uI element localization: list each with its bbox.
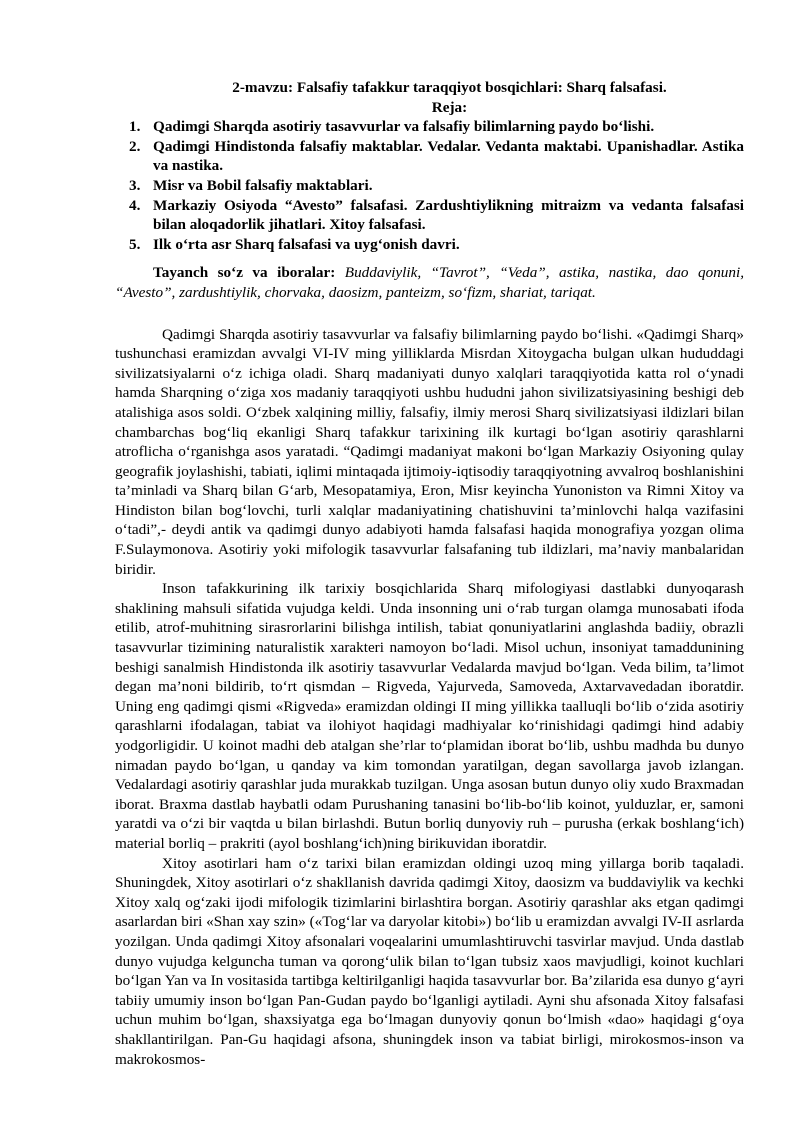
plan-item [129,137,744,176]
plan-item [129,176,744,196]
body-paragraph: Inson tafakkurining ilk tarixiy bosqichlarida Sharq mifologiyasi dastlabki dunyoqarash shaklining mahsuli sifatida vujudga keldi. Unda insonning uni o‘rab turgan olamga munosabati ifoda etilib, atrof-muhitning sirasrorlarini bilishga intilish, tabiat qonuniyatlarini anglashda badiiy, obrazli tasavvurlar tizimining naturalistik xarakteri namoyon bo‘ladi. Misol uchun, insoniyat tamaddunining beshigi sanalmish Hindistonda ilk asotiriy tasavvurlar Vedalarda mavjud bo‘lgan. Veda bilim, ta’limot degan ma’noni bildirib, to‘rt qismdan – Rigveda, Yajurveda, Samoveda, Axtarvavedadan iboratdir. Uning eng qadimgi qismi «Rigveda» eramizdan oldingi II ming yillikka taalluqli bo‘lib o‘zida asotiriy qarashlarni ifodalagan, tabiat va ilohiyot haqidagi madhiyalar ko‘rinishidagi qadimgi hind adabiy yodgorligidir. U koinot madhi deb atalgan she’rlar to‘plamidan iborat bo‘lib, ushbu madhda bu dunyo nimadan paydo bo‘lgan, u qanday va kim tomondan yaratilgan, degan savollarga javob izlangan. Vedalardagi asotiriy qarashlar juda murakkab tuzilgan. Unga asosan butun dunyo oliy xudo Braxmadan iborat. Braxma dastlab haybatli odam Purushaning tanasini bo‘lib-bo‘lib koinot, yulduzlar, er, samoni yaratdi va o‘zi bir vaqtda u bilan birlashdi. Butun borliq dunyoviy ruh – purusha (erkak boshlang‘ich) material borliq – prakriti (ayol boshlang‘ich)ning birikuvidan iboratdir. [115,580,744,852]
keywords-list: Buddaviylik, “Tavrot”, “Veda”, astika, nastika, dao qonuni, “Avesto”, zardushtiylik, chorvaka, daosizm, panteizm, so‘fizm, shariat, tariqat. [115,264,744,301]
keywords-paragraph [115,263,744,302]
plan-item [129,117,744,137]
plan-item-number: 2. [129,137,141,155]
body-paragraph: Qadimgi Sharqda asotiriy tasavvurlar va falsafiy bilimlarning paydo bo‘lishi. «Qadimgi Sharq» tushunchasi eramizdan avvalgi VI-IV ming yilliklarda Misrdan Xitoygacha bulgan ulkan hududdagi sivilizatsiyalarni o‘z ichiga oladi. Sharq madaniyati dunyo xalqlari taraqqiyotida katta rol o‘ynadi hamda Sharqning o‘ziga xos madaniy taraqqiyoti ushbu hududni jahon sivilizatsiyasining beshigi deb atalishiga asos soldi. O‘zbek xalqining milliy, falsafiy, ilmiy merosi Sharq sivilizatsiyasi ildizlari bilan chambarchas bog‘liq ekanligi Sharq tafakkur tarixining ilk kurtagi bo‘lgan asotiriy qarashlarni atroflicha o‘rganishga asos yaratadi. “Qadimgi madaniyat makoni bo‘lgan Markaziy Osiyoning qulay geografik joylashishi, tabiati, iqlimi mintaqada ijtimoiy-iqtisodiy taraqqiyotning avvalroq boshlanishini ta’minladi va Sharq bilan G‘arb, Mesopatamiya, Eron, Misr keyincha Yunoniston va Rimni Xitoy va Hindiston bilan bog‘lovchi, turli xalqlar madaniyatining chatishuvini ta’minlovchi halqa vazifasini o‘tadi”,- deydi antik va qadimgi dunyo adabiyoti hamda falsafasi haqida monografiya yozgan olima F.Sulaymonova. Asotiriy yoki mifologik tasavvurlar falsafaning tub ildizlari, ma’naviy manbalaridan biridir. [115,325,744,578]
plan-item [129,235,744,255]
plan-item-text: Qadimgi Hindistonda falsafiy maktablar. Vedalar. Vedanta maktabi. Upanishadlar. Astika va nastika. [153,137,744,175]
document-title: 2-mavzu: Falsafiy tafakkur taraqqiyot bosqichlari: Sharq falsafasi. [232,79,667,96]
plan-item-number: 1. [129,118,141,136]
plan-item-number: 5. [129,235,141,253]
plan-item-text: Ilk o‘rta asr Sharq falsafasi va uyg‘onish davri. [153,235,460,253]
plan-list [115,117,744,254]
keywords-label: Tayanch so‘z va iboralar: [153,264,336,282]
plan-item-text: Misr va Bobil falsafiy maktablari. [153,176,373,194]
plan-item-text: Markaziy Osiyoda “Avesto” falsafasi. Zardushtiylikning mitraizm va vedanta falsafasi bilan aloqadorlik jihatlari. Xitoy falsafasi. [153,196,744,234]
plan-item-number: 3. [129,176,141,194]
plan-item [129,196,744,235]
body-paragraph: Xitoy asotirlari ham o‘z tarixi bilan eramizdan oldingi uzoq ming yillarga borib taqaladi. Shuningdek, Xitoy asotirlari o‘z shakllanish davrida qadimgi Xitoy, daosizm va buddaviylik va kechki Xitoy xalq og‘zaki ijodi mifologik tizimlarini birlashtira borgan. Asotiriy qarashlar aks etgan qadimgi asarlardan biri «Shan xay szin» («Tog‘lar va daryolar kitobi») bo‘lib u eramizdan avvalgi IV-II asrlarda yozilgan. Unda qadimgi Xitoy afsonalari voqealarini umumlashtiruvchi tasvirlar mavjud. Unda dastlab dunyo vujudga kelguncha tuman va qorong‘ulik bilan to‘lgan tubsiz xaos mavjudligi, koinot kuchlari bo‘lgan Yan va In vositasida tartibga keltirilganligi haqida tasavvurlar bor. Ba’zilarida esa dunyo g‘ayri tabiiy umumiy inson bo‘lgan Pan-Gudan paydo bo‘lganligi aytiladi. Ayni shu afsonada Xitoy falsafasi uchun muhim bo‘lgan, shaxsiyatga ega bo‘lmagan dunyoviy qonun bo‘lmish «dao» haqidagi g‘oya shakllantirilgan. Pan-Gu haqidagi afsona, shuningdek inson va tabiat birligi, mirokosmos-inson va makrokosmos- [115,854,744,1068]
plan-item-text: Qadimgi Sharqda asotiriy tasavvurlar va falsafiy bilimlarning paydo bo‘lishi. [153,118,655,136]
plan-item-number: 4. [129,196,141,214]
plan-heading: Reja: [431,98,468,116]
